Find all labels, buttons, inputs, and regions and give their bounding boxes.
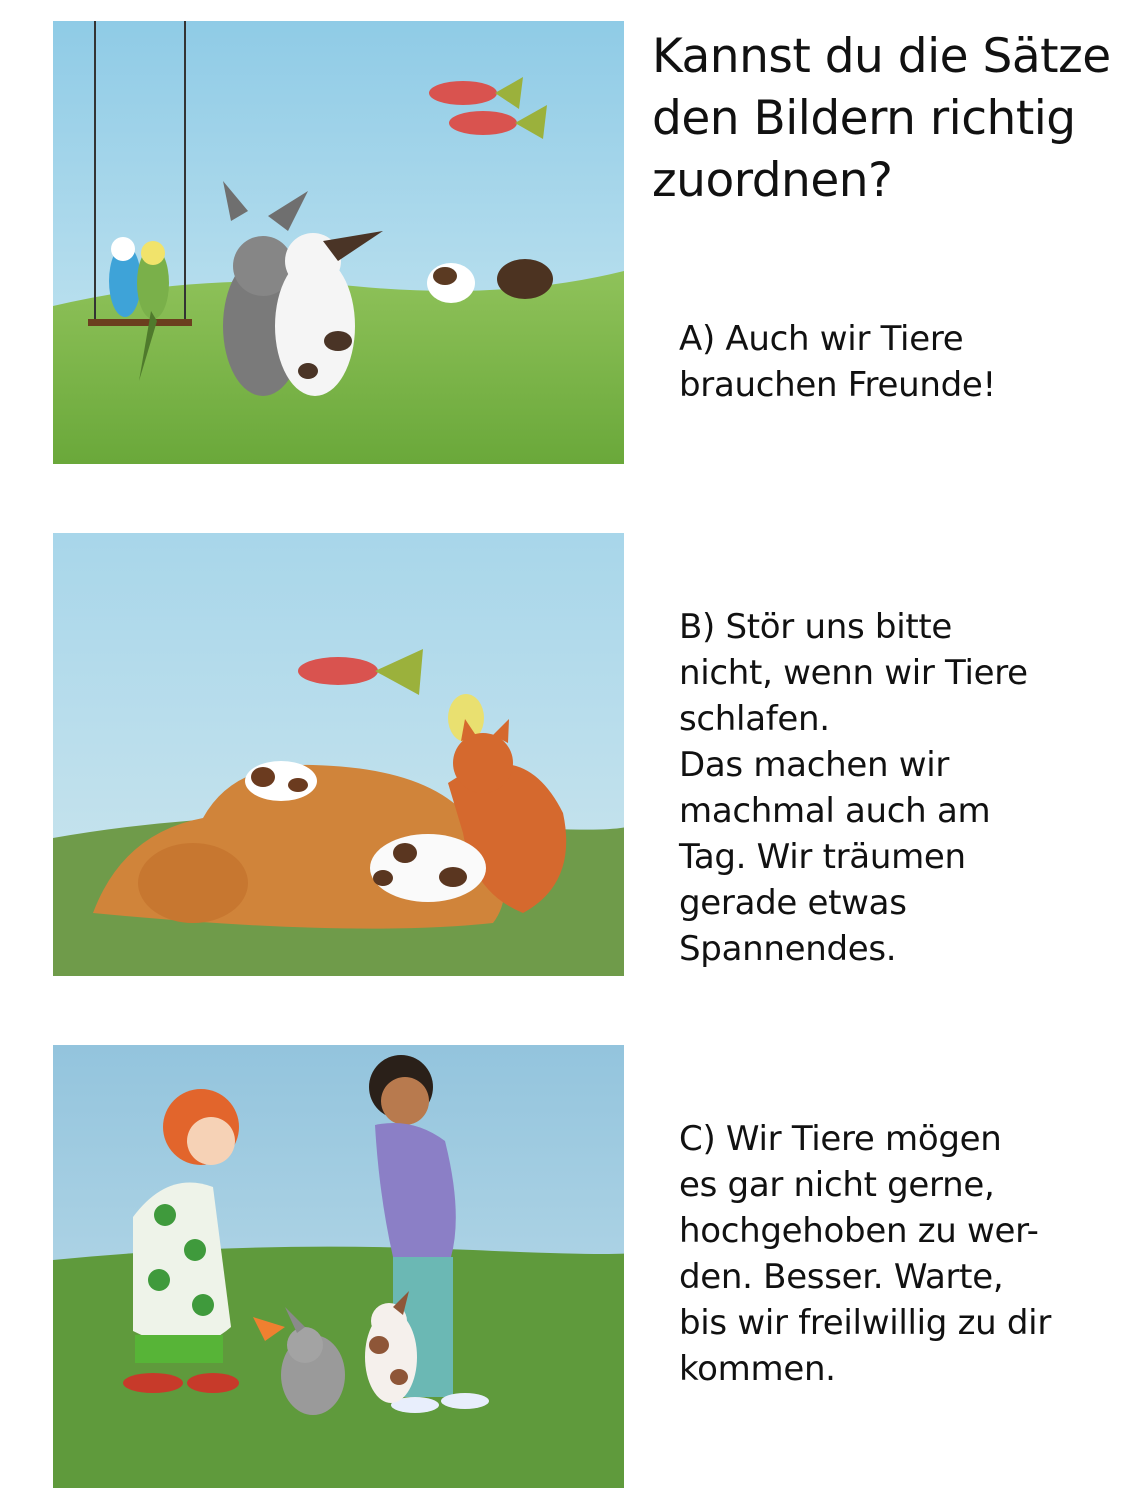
sentence-c: C) Wir Tiere mögen es gar nicht gerne, hochgehoben zu wer- den. Besser. Warte, bis wir freilwillig zu dir kommen. — [679, 1119, 1051, 1389]
rabbit — [370, 834, 486, 902]
instruction-heading: Kannst du die Sätze den Bildern richtig zuordnen? — [652, 29, 1111, 208]
illustration-friends-drawing — [53, 21, 624, 464]
sentence-b: B) Stör uns bitte nicht, wenn wir Tiere schlafen. Das machen wir machmal auch am Tag. Wir träumen gerade etwas Spannendes. — [679, 607, 1028, 969]
guinea-pig — [245, 761, 317, 801]
illustration-friends — [53, 21, 624, 464]
guinea-pig-white — [427, 263, 475, 303]
guinea-pig-brown — [497, 259, 553, 299]
illustration-children-drawing — [53, 1045, 624, 1488]
illustration-sleeping — [53, 533, 624, 976]
illustration-children — [53, 1045, 624, 1488]
sentence-a: A) Auch wir Tiere brauchen Freunde! — [679, 319, 996, 405]
illustration-sleeping-drawing — [53, 533, 624, 976]
